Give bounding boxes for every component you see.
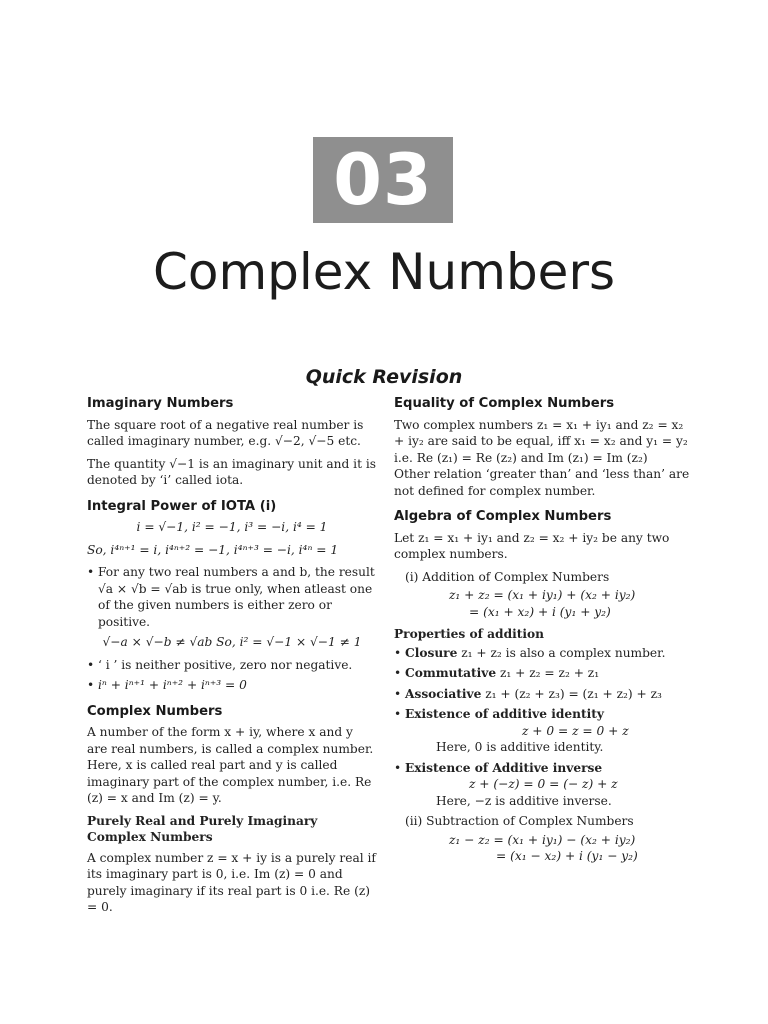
iota-bullet-3 bbox=[87, 677, 377, 694]
iota-bullet-1-text: For any two real numbers a and b, the result √a × √b = √ab is true only, when atleast one of the given numbers is either zero or positive. bbox=[98, 565, 375, 629]
complex-subheading: Purely Real and Purely Imaginary Complex Numbers bbox=[87, 813, 318, 844]
iota-heading: Integral Power of IOTA (i) bbox=[87, 498, 277, 514]
identity-item bbox=[394, 706, 694, 723]
subtraction-eq2: = (x₁ − x₂) + i (y₁ − y₂) bbox=[496, 849, 638, 863]
algebra-heading: Algebra of Complex Numbers bbox=[394, 509, 612, 524]
inverse-item bbox=[394, 760, 694, 777]
iota-eq1: i = √−1, i² = −1, i³ = −i, i⁴ = 1 bbox=[136, 520, 328, 534]
associative-text: z₁ + (z₂ + z₃) = (z₁ + z₂) + z₃ bbox=[481, 686, 662, 701]
bullet-dot: • bbox=[394, 666, 402, 680]
imaginary-heading: Imaginary Numbers bbox=[87, 396, 234, 411]
commutative-item bbox=[394, 665, 694, 682]
addition-label: (i) Addition of Complex Numbers bbox=[405, 569, 610, 584]
closure-item bbox=[394, 645, 694, 662]
addition-eq1: z₁ + z₂ = (x₁ + iy₁) + (x₂ + iy₂) bbox=[449, 588, 636, 602]
iota-bullet-3-text: iⁿ + iⁿ⁺¹ + iⁿ⁺² + iⁿ⁺³ = 0 bbox=[98, 678, 247, 692]
iota-bullet-2-text: ‘ i ’ is neither positive, zero nor negative. bbox=[98, 657, 353, 672]
closure-label: Closure bbox=[405, 645, 458, 660]
equality-p1: Two complex numbers z₁ = x₁ + iy₁ and z₂ = x₂ + iy₂ are said to be equal, iff x₁ = x₂ and y₁ = y₂ bbox=[394, 417, 688, 448]
bullet-dot: • bbox=[394, 760, 402, 775]
commutative-label: Commutative bbox=[405, 666, 497, 680]
bullet-dot: • bbox=[394, 645, 402, 660]
subtraction-eq1: z₁ − z₂ = (x₁ + iy₁) − (x₂ + iy₂) bbox=[449, 832, 636, 847]
section-title: Quick Revision bbox=[305, 366, 463, 388]
equality-p2: i.e. Re (z₁) = Re (z₂) and Im (z₁) = Im (z₂) bbox=[394, 450, 648, 465]
inverse-note: Here, −z is additive inverse. bbox=[436, 793, 612, 808]
right-column bbox=[394, 396, 694, 871]
identity-eq: z + 0 = z = 0 + z bbox=[522, 723, 629, 738]
associative-item bbox=[394, 686, 694, 703]
left-column bbox=[87, 396, 377, 922]
commutative-text: z₁ + z₂ = z₂ + z₁ bbox=[496, 666, 600, 680]
complex-p1: A number of the form x + iy, where x and y are real numbers, is called a complex number. Here, x is called real part and y is called imaginary part of the complex number, i.e. Re (z) = x and Im (z) = y. bbox=[87, 725, 374, 805]
inverse-eq: z + (−z) = 0 = (− z) + z bbox=[469, 777, 618, 791]
inverse-label: Existence of Additive inverse bbox=[405, 760, 603, 775]
identity-note: Here, 0 is additive identity. bbox=[436, 740, 604, 754]
complex-p2: A complex number z = x + iy is a purely real if its imaginary part is 0, i.e. Im (z) = 0 and purely imaginary if its real part is 0 i.e. Re (z) = 0. bbox=[87, 850, 376, 914]
bullet-dot: • bbox=[394, 707, 402, 721]
chapter-title: Complex Numbers bbox=[152, 243, 616, 301]
imaginary-p1: The square root of a negative real number is called imaginary number, e.g. √−2, √−5 etc. bbox=[87, 417, 364, 448]
identity-label: Existence of additive identity bbox=[405, 707, 604, 721]
bullet-dot: • bbox=[87, 565, 95, 579]
chapter-number: 03 bbox=[333, 139, 433, 221]
complex-heading: Complex Numbers bbox=[87, 703, 223, 719]
bullet-dot: • bbox=[87, 678, 95, 692]
equality-heading: Equality of Complex Numbers bbox=[394, 396, 615, 411]
iota-bullet-2 bbox=[87, 657, 377, 674]
bullet-dot: • bbox=[394, 686, 402, 701]
chapter-number-box bbox=[313, 137, 453, 223]
bullet-dot: • bbox=[87, 657, 95, 672]
algebra-p1: Let z₁ = x₁ + iy₁ and z₂ = x₂ + iy₂ be any two complex numbers. bbox=[394, 530, 670, 561]
addition-eq2: = (x₁ + x₂) + i (y₁ + y₂) bbox=[469, 604, 611, 619]
equality-p3: Other relation ‘greater than’ and ‘less than’ are not defined for complex number. bbox=[394, 467, 690, 498]
iota-bullet-1 bbox=[87, 564, 377, 630]
props-heading: Properties of addition bbox=[394, 627, 544, 641]
imaginary-p2: The quantity √−1 is an imaginary unit and it is denoted by ‘i’ called iota. bbox=[87, 456, 377, 487]
iota-bullet-1-eq: √−a × √−b ≠ √ab So, i² = √−1 × √−1 ≠ 1 bbox=[102, 635, 362, 649]
closure-text: z₁ + z₂ is also a complex number. bbox=[457, 645, 666, 660]
iota-eq2: So, i⁴ⁿ⁺¹ = i, i⁴ⁿ⁺² = −1, i⁴ⁿ⁺³ = −i, i⁴ⁿ = 1 bbox=[87, 542, 339, 557]
associative-label: Associative bbox=[405, 686, 482, 701]
subtraction-label: (ii) Subtraction of Complex Numbers bbox=[405, 814, 634, 828]
